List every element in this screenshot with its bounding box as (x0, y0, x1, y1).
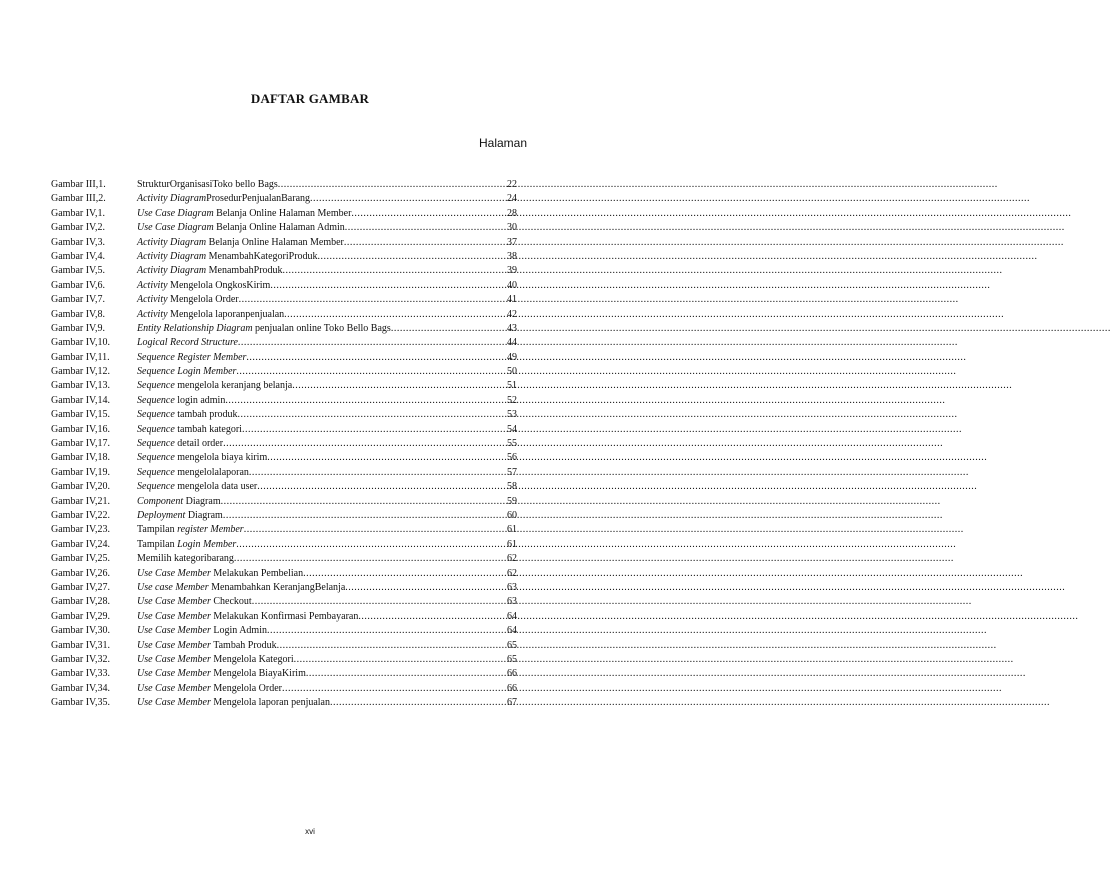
list-item (51, 538, 517, 552)
caption-segment: Sequence (137, 481, 175, 493)
caption-segment: Sequence (137, 438, 175, 450)
dot-leader (221, 495, 505, 509)
list-item (51, 207, 517, 221)
dot-leader (345, 221, 505, 235)
dot-leader (306, 667, 505, 681)
caption-segment: Tampilan (137, 538, 178, 550)
figure-number: Gambar IV,1. (51, 207, 105, 219)
dot-leader (236, 538, 505, 552)
figure-page-number: 59 (507, 495, 517, 507)
footer-page-number: xvi (305, 827, 315, 836)
figure-caption (137, 221, 345, 235)
figure-number: Gambar IV,2. (51, 222, 105, 234)
dot-leader (238, 408, 505, 422)
figure-number: Gambar IV,27. (51, 581, 110, 593)
caption-segment: Melakukan Konfirmasi Pembayaran (210, 610, 359, 622)
dot-leader (310, 192, 505, 206)
figure-caption (137, 192, 310, 206)
caption-segment: Mengelola Kategori (210, 653, 294, 665)
list-item (51, 308, 517, 322)
figure-page-number: 62 (507, 553, 517, 565)
caption-segment: mengelolalaporan (174, 466, 249, 478)
caption-segment: Activity (137, 294, 168, 306)
list-item (51, 379, 517, 393)
figure-number: Gambar IV,4. (51, 250, 105, 262)
dot-leader (239, 293, 505, 307)
figure-page-number: 61 (507, 538, 517, 550)
figure-number: Gambar IV,12. (51, 366, 110, 378)
caption-segment: mengelola data user (174, 481, 258, 493)
figure-caption (137, 624, 267, 638)
dot-leader (391, 322, 505, 336)
caption-segment: Use case Member (137, 581, 209, 593)
caption-segment: Melakukan Pembelian (210, 567, 304, 579)
figure-caption (137, 293, 239, 307)
list-item (51, 365, 517, 379)
list-item (51, 192, 517, 206)
caption-segment: Use Case Diagram (137, 207, 214, 219)
dot-leader (267, 451, 505, 465)
list-item (51, 322, 517, 336)
figure-page-number: 65 (507, 639, 517, 651)
caption-segment: Diagram (183, 495, 221, 507)
list-item (51, 279, 517, 293)
dot-leader (252, 595, 505, 609)
figure-number: Gambar IV,3. (51, 236, 105, 248)
figure-page-number: 66 (507, 668, 517, 680)
figure-number: Gambar III,2. (51, 193, 106, 205)
caption-segment: Use Case Member (137, 596, 211, 608)
figure-page-number: 41 (507, 294, 517, 306)
figure-caption (137, 653, 294, 667)
figure-caption (137, 351, 246, 365)
dot-leader (257, 480, 505, 494)
figure-page-number: 42 (507, 308, 517, 320)
caption-segment: Use Case Member (137, 639, 211, 651)
figure-number: Gambar IV,17. (51, 438, 110, 450)
figure-page-number: 62 (507, 567, 517, 579)
figure-page-number: 64 (507, 610, 517, 622)
figure-number: Gambar III,1. (51, 179, 106, 190)
figure-page-number: 40 (507, 279, 517, 291)
caption-segment: Checkout (210, 596, 252, 608)
caption-segment: Use Case Member (137, 567, 211, 579)
figure-caption (137, 264, 283, 278)
figure-number: Gambar IV,34. (51, 682, 110, 694)
caption-segment: Menambahkan KeranjangBelanja (208, 581, 346, 593)
figure-caption (137, 696, 330, 710)
list-item (51, 351, 517, 365)
dot-leader (292, 379, 505, 393)
dot-leader (270, 279, 505, 293)
list-item (51, 408, 517, 422)
list-item (51, 394, 517, 408)
figure-number: Gambar IV,19. (51, 466, 110, 478)
caption-segment: Use Case Member (137, 682, 211, 694)
figure-caption (137, 451, 267, 465)
dot-leader (244, 523, 505, 537)
figure-caption (137, 595, 252, 609)
figure-caption (137, 667, 306, 681)
caption-segment: Mengelola Order (167, 294, 239, 306)
caption-segment: Use Case Member (137, 697, 211, 709)
caption-segment: Belanja Online Halaman Member (213, 207, 352, 219)
figure-number: Gambar IV,11. (51, 351, 110, 363)
figure-number: Gambar IV,23. (51, 524, 110, 536)
figure-caption (137, 495, 221, 509)
list-item (51, 495, 517, 509)
figure-number: Gambar IV,32. (51, 653, 110, 665)
caption-segment: Memilih kategoribarang (137, 553, 234, 565)
caption-segment: Tambah Produk (210, 639, 277, 651)
figure-number: Gambar IV,16. (51, 423, 110, 435)
figure-caption (137, 538, 236, 552)
figure-number: Gambar IV,15. (51, 409, 110, 421)
figure-number: Gambar IV,6. (51, 279, 105, 291)
figure-page-number: 44 (507, 337, 517, 349)
dot-leader (242, 423, 505, 437)
figure-number: Gambar IV,25. (51, 553, 110, 565)
figure-caption (137, 610, 358, 624)
figure-caption (137, 552, 234, 566)
figure-caption (137, 581, 345, 595)
caption-segment: Entity Relationship Diagram (137, 322, 253, 334)
caption-segment: Use Case Member (137, 653, 211, 665)
figure-caption (137, 279, 270, 293)
dot-leader (225, 394, 505, 408)
figure-caption (137, 178, 278, 192)
caption-segment: MenambahKategoriProduk (206, 250, 318, 262)
caption-segment: Diagram (185, 509, 223, 521)
caption-segment: Belanja Online Halaman Member (206, 236, 344, 248)
figure-page-number: 43 (507, 322, 517, 334)
dot-leader (303, 567, 505, 581)
dot-leader (351, 207, 505, 221)
dot-leader (223, 437, 505, 451)
figure-caption (137, 567, 303, 581)
caption-segment: penjualan online Toko Bello Bags (252, 322, 391, 334)
caption-segment: Sequence (137, 394, 175, 406)
caption-segment: Tampilan (137, 524, 178, 536)
dot-leader (246, 351, 505, 365)
dot-leader (267, 624, 505, 638)
dot-leader (294, 653, 505, 667)
dot-leader (282, 682, 505, 696)
figure-number: Gambar IV,30. (51, 625, 110, 637)
dot-leader (284, 308, 505, 322)
figure-page-number: 51 (507, 380, 517, 392)
figure-number: Gambar IV,35. (51, 697, 110, 709)
dot-leader (223, 509, 505, 523)
caption-segment: Mengelola laporanpenjualan (167, 308, 285, 320)
caption-segment: Mengelola Order (210, 682, 282, 694)
caption-segment: Login Member (177, 538, 237, 550)
dot-leader (249, 466, 505, 480)
caption-segment: register Member (177, 524, 244, 536)
list-item (51, 480, 517, 494)
figure-number: Gambar IV,14. (51, 394, 110, 406)
list-item (51, 581, 517, 595)
caption-segment: Activity Diagram (137, 193, 207, 205)
list-item (51, 682, 517, 696)
caption-segment: Activity Diagram (137, 236, 207, 248)
caption-segment: mengelola keranjang belanja (174, 380, 293, 392)
figure-caption (137, 336, 238, 350)
caption-segment: Use Case Member (137, 625, 211, 637)
dot-leader (283, 264, 505, 278)
caption-segment: Login Admin (210, 625, 267, 637)
dot-leader (358, 610, 505, 624)
figure-number: Gambar IV,8. (51, 308, 105, 320)
dot-leader (330, 696, 505, 710)
figure-caption (137, 207, 351, 221)
list-item (51, 336, 517, 350)
figure-caption (137, 365, 236, 379)
caption-segment: Activity Diagram (137, 265, 207, 277)
list-item (51, 437, 517, 451)
caption-segment: Activity (137, 279, 168, 291)
list-item (51, 639, 517, 653)
caption-segment: tambah kategori (174, 423, 242, 435)
caption-segment: ProsedurPenjualanBarang (206, 193, 311, 205)
figure-caption (137, 250, 318, 264)
caption-segment: Belanja Online Halaman Admin (213, 222, 345, 234)
figure-number: Gambar IV,28. (51, 596, 110, 608)
caption-segment: Use Case Member (137, 668, 211, 680)
figure-caption (137, 523, 244, 537)
caption-segment: Sequence (137, 380, 175, 392)
figure-page-number: 39 (507, 265, 517, 277)
figure-caption (137, 466, 249, 480)
caption-segment: mengelola biaya kirim (174, 452, 268, 464)
list-item (51, 236, 517, 250)
list-item (51, 696, 517, 710)
figure-list (51, 178, 517, 710)
figure-caption (137, 408, 238, 422)
figure-page-number: 63 (507, 596, 517, 608)
caption-segment: Logical Record Structure (137, 337, 238, 349)
figure-page-number: 66 (507, 682, 517, 694)
list-item (51, 567, 517, 581)
list-item (51, 293, 517, 307)
list-item (51, 221, 517, 235)
figure-number: Gambar IV,13. (51, 380, 110, 392)
figure-number: Gambar IV,9. (51, 322, 105, 334)
list-item (51, 624, 517, 638)
caption-segment: Sequence Login Member (137, 366, 237, 378)
figure-page-number: 63 (507, 581, 517, 593)
list-item (51, 250, 517, 264)
figure-page-number: 67 (507, 697, 517, 709)
dot-leader (318, 250, 505, 264)
figure-page-number: 52 (507, 394, 517, 406)
caption-segment: StrukturOrganisasiToko bello Bags (137, 179, 278, 190)
figure-caption (137, 509, 223, 523)
figure-number: Gambar IV,7. (51, 294, 105, 306)
caption-segment: Sequence (137, 452, 175, 464)
figure-number: Gambar IV,31. (51, 639, 110, 651)
caption-segment: Component (137, 495, 184, 507)
caption-segment: Mengelola laporan penjualan (210, 697, 330, 709)
list-item (51, 509, 517, 523)
figure-page-number: 49 (507, 351, 517, 363)
figure-page-number: 22 (507, 179, 517, 190)
figure-number: Gambar IV,21. (51, 495, 110, 507)
caption-segment: Sequence (137, 466, 175, 478)
figure-page-number: 55 (507, 438, 517, 450)
figure-number: Gambar IV,18. (51, 452, 110, 464)
list-item (51, 523, 517, 537)
figure-caption (137, 682, 282, 696)
figure-page-number: 30 (507, 222, 517, 234)
caption-segment: MenambahProduk (206, 265, 283, 277)
list-item (51, 552, 517, 566)
list-item (51, 595, 517, 609)
figure-caption (137, 437, 223, 451)
caption-segment: Mengelola BiayaKirim (210, 668, 306, 680)
caption-segment: Mengelola OngkosKirim (167, 279, 271, 291)
figure-number: Gambar IV,33. (51, 668, 110, 680)
figure-number: Gambar IV,26. (51, 567, 110, 579)
figure-number: Gambar IV,29. (51, 610, 110, 622)
figure-page-number: 57 (507, 466, 517, 478)
dot-leader (344, 236, 505, 250)
figure-page-number: 24 (507, 193, 517, 205)
figure-caption (137, 308, 284, 322)
dot-leader (278, 178, 505, 192)
list-item (51, 610, 517, 624)
caption-segment: Sequence Register Member (137, 351, 247, 363)
caption-segment: Deployment (137, 509, 186, 521)
dot-leader (236, 365, 505, 379)
figure-page-number: 61 (507, 524, 517, 536)
figure-caption (137, 423, 242, 437)
figure-page-number: 53 (507, 409, 517, 421)
figure-caption (137, 639, 277, 653)
figure-page-number: 60 (507, 509, 517, 521)
caption-segment: Activity Diagram (137, 250, 207, 262)
dot-leader (345, 581, 505, 595)
list-item (51, 178, 517, 192)
list-item (51, 423, 517, 437)
list-item (51, 451, 517, 465)
dot-leader (238, 336, 505, 350)
figure-page-number: 38 (507, 250, 517, 262)
page-column-header: Halaman (479, 136, 528, 150)
figure-page-number: 54 (507, 423, 517, 435)
figure-number: Gambar IV,10. (51, 337, 110, 349)
list-item (51, 466, 517, 480)
figure-page-number: 56 (507, 452, 517, 464)
figure-page-number: 37 (507, 236, 517, 248)
figure-page-number: 28 (507, 207, 517, 219)
caption-segment: login admin (174, 394, 226, 406)
figure-number: Gambar IV,5. (51, 265, 105, 277)
figure-page-number: 50 (507, 366, 517, 378)
dot-leader (234, 552, 505, 566)
list-item (51, 653, 517, 667)
figure-number: Gambar IV,22. (51, 509, 110, 521)
figure-caption (137, 480, 257, 494)
figure-caption (137, 379, 292, 393)
caption-segment: Sequence (137, 423, 175, 435)
figure-number: Gambar IV,24. (51, 538, 110, 550)
caption-segment: Use Case Diagram (137, 222, 214, 234)
figure-page-number: 64 (507, 625, 517, 637)
caption-segment: Use Case Member (137, 610, 211, 622)
figure-page-number: 65 (507, 653, 517, 665)
page-title: DAFTAR GAMBAR (250, 91, 370, 106)
figure-caption (137, 236, 344, 250)
figure-page-number: 58 (507, 481, 517, 493)
caption-segment: Sequence (137, 409, 175, 421)
caption-segment: tambah produk (174, 409, 238, 421)
figure-number: Gambar IV,20. (51, 481, 110, 493)
dot-leader (277, 639, 505, 653)
caption-segment: Activity (137, 308, 168, 320)
list-item (51, 667, 517, 681)
caption-segment: detail order (174, 438, 224, 450)
figure-caption (137, 322, 391, 336)
list-item (51, 264, 517, 278)
figure-caption (137, 394, 225, 408)
